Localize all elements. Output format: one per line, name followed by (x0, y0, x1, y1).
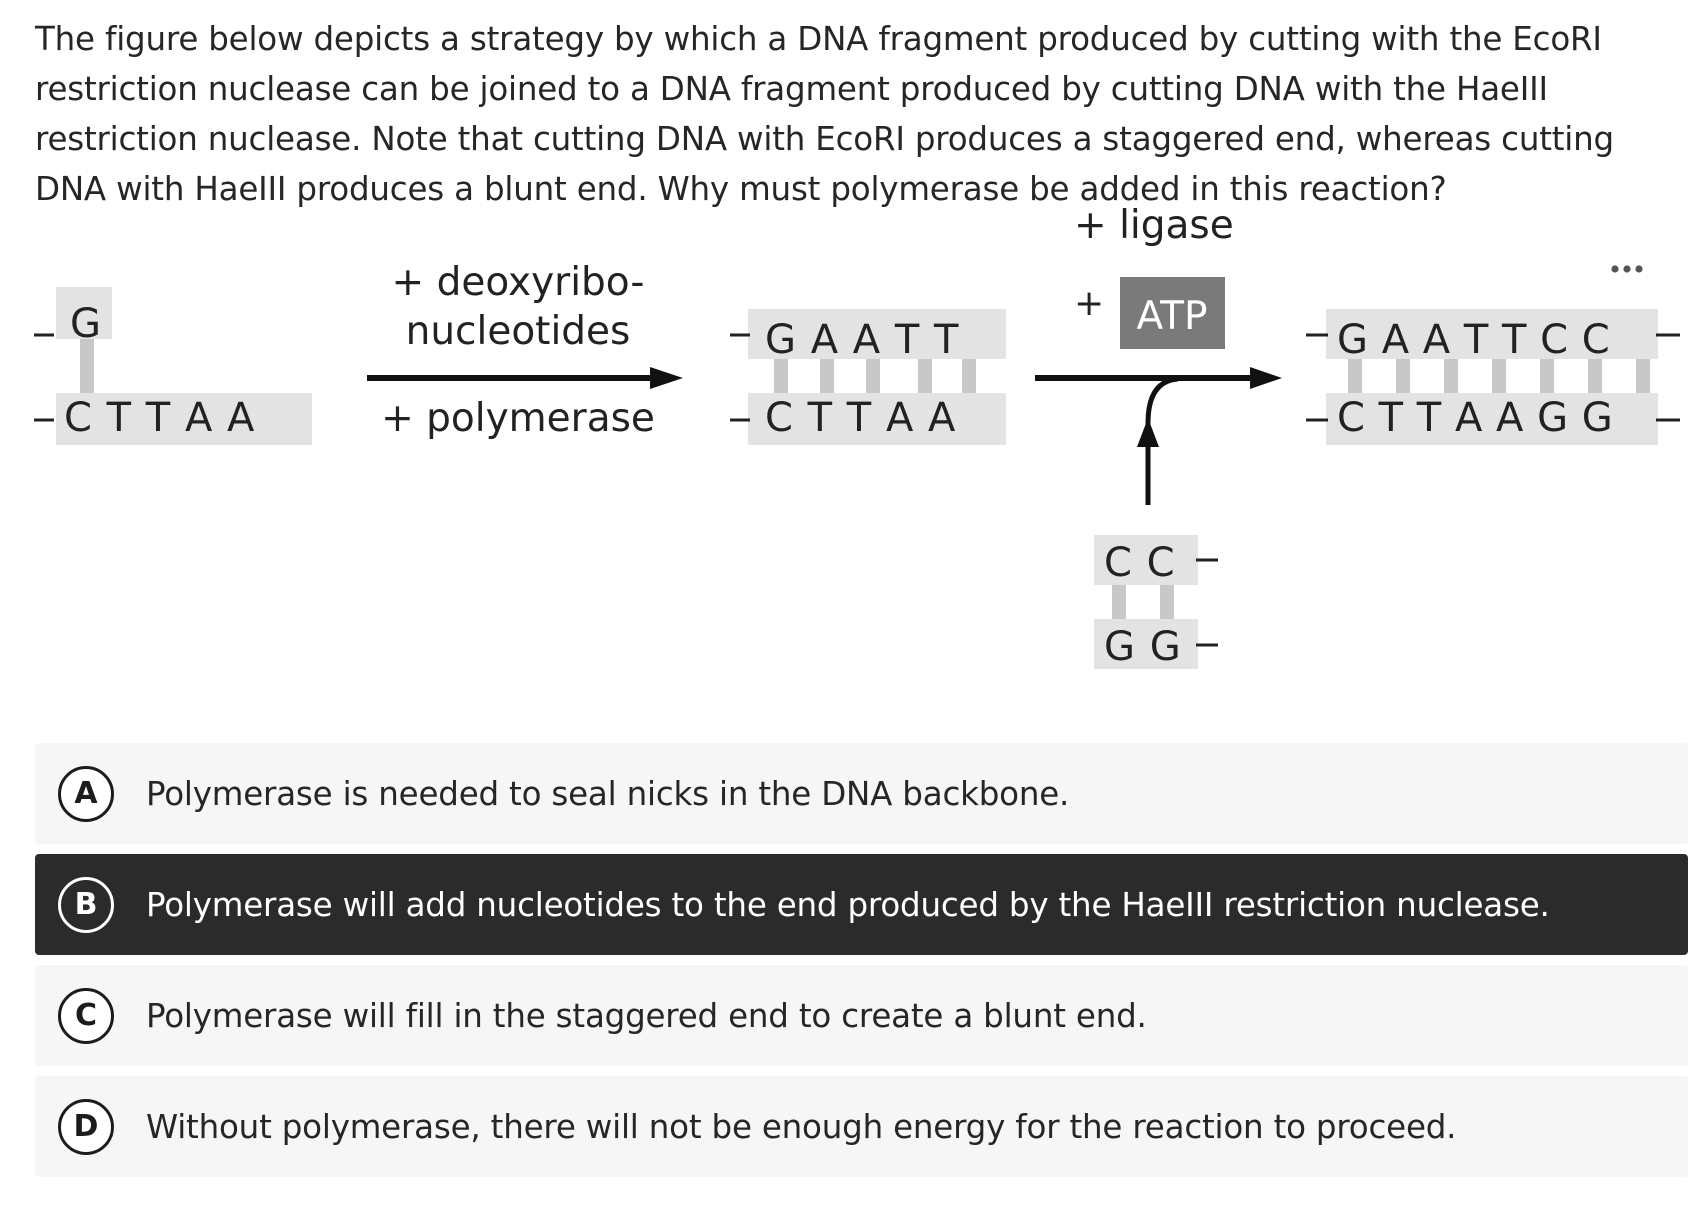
option-text: Polymerase will add nucleotides to the end produced by the HaeIII restriction nuclease. (146, 885, 1550, 924)
option-text: Without polymerase, there will not be enough energy for the reaction to proceed. (146, 1107, 1457, 1146)
step2-label-ligase: + ligase (1074, 205, 1234, 248)
answer-option-d[interactable] (35, 1076, 1688, 1177)
haeiii-top-strand: C C (1104, 540, 1176, 586)
product-bottom-strand: C T T A A G G (1337, 395, 1614, 441)
step1-label-polymerase: + polymerase (381, 396, 655, 441)
filled-bottom-strand: C T T A A (765, 395, 957, 441)
filled-fragment (730, 309, 1006, 445)
option-letter-badge: C (58, 988, 114, 1044)
answer-option-a[interactable] (35, 743, 1688, 844)
dna-ligation-figure (0, 205, 1690, 679)
option-letter-badge: B (58, 877, 114, 933)
haeiii-join-arrowhead-icon (1137, 418, 1159, 447)
haeiii-fragment (1094, 535, 1218, 670)
ecori-top-strand: G (70, 301, 101, 347)
ellipsis-icon[interactable] (1611, 265, 1642, 272)
atp-label: ATP (1136, 294, 1208, 339)
option-text: Polymerase is needed to seal nicks in the DNA backbone. (146, 774, 1070, 813)
answer-option-b[interactable] (35, 854, 1688, 955)
ecori-fragment (34, 287, 312, 445)
step2-arrowhead-icon (1250, 367, 1282, 389)
step1-label-nucleotides: nucleotides (405, 309, 631, 354)
ligated-product (1306, 309, 1680, 445)
ecori-bottom-strand: C T T A A (64, 395, 256, 441)
haeiii-bottom-strand: G G (1104, 624, 1182, 670)
option-letter-badge: D (58, 1099, 114, 1155)
product-top-strand: G A A T T C C (1337, 317, 1611, 363)
step2-reaction (1035, 205, 1282, 505)
option-letter-badge: A (58, 766, 114, 822)
question-text: The figure below depicts a strategy by which a DNA fragment produced by cutting with the EcoRI restriction nuclease can be joined to a DNA fragment produced by cutting DNA with the HaeIII restriction nuclease. Note that cutting DNA with EcoRI produces a staggered end, whereas cutting DNA with HaeIII produces a blunt end. Why must polymerase be added in this reaction? (35, 20, 1614, 208)
filled-top-strand: G A A T T (765, 317, 960, 363)
step1-arrowhead-icon (650, 367, 683, 389)
answer-options (35, 743, 1688, 1187)
option-text: Polymerase will fill in the staggered end to create a blunt end. (146, 996, 1147, 1035)
step2-label-plus: + (1074, 283, 1105, 324)
step1-reaction (367, 260, 683, 441)
step1-label-deoxyribo: + deoxyribo- (391, 260, 645, 305)
answer-option-c[interactable] (35, 965, 1688, 1066)
